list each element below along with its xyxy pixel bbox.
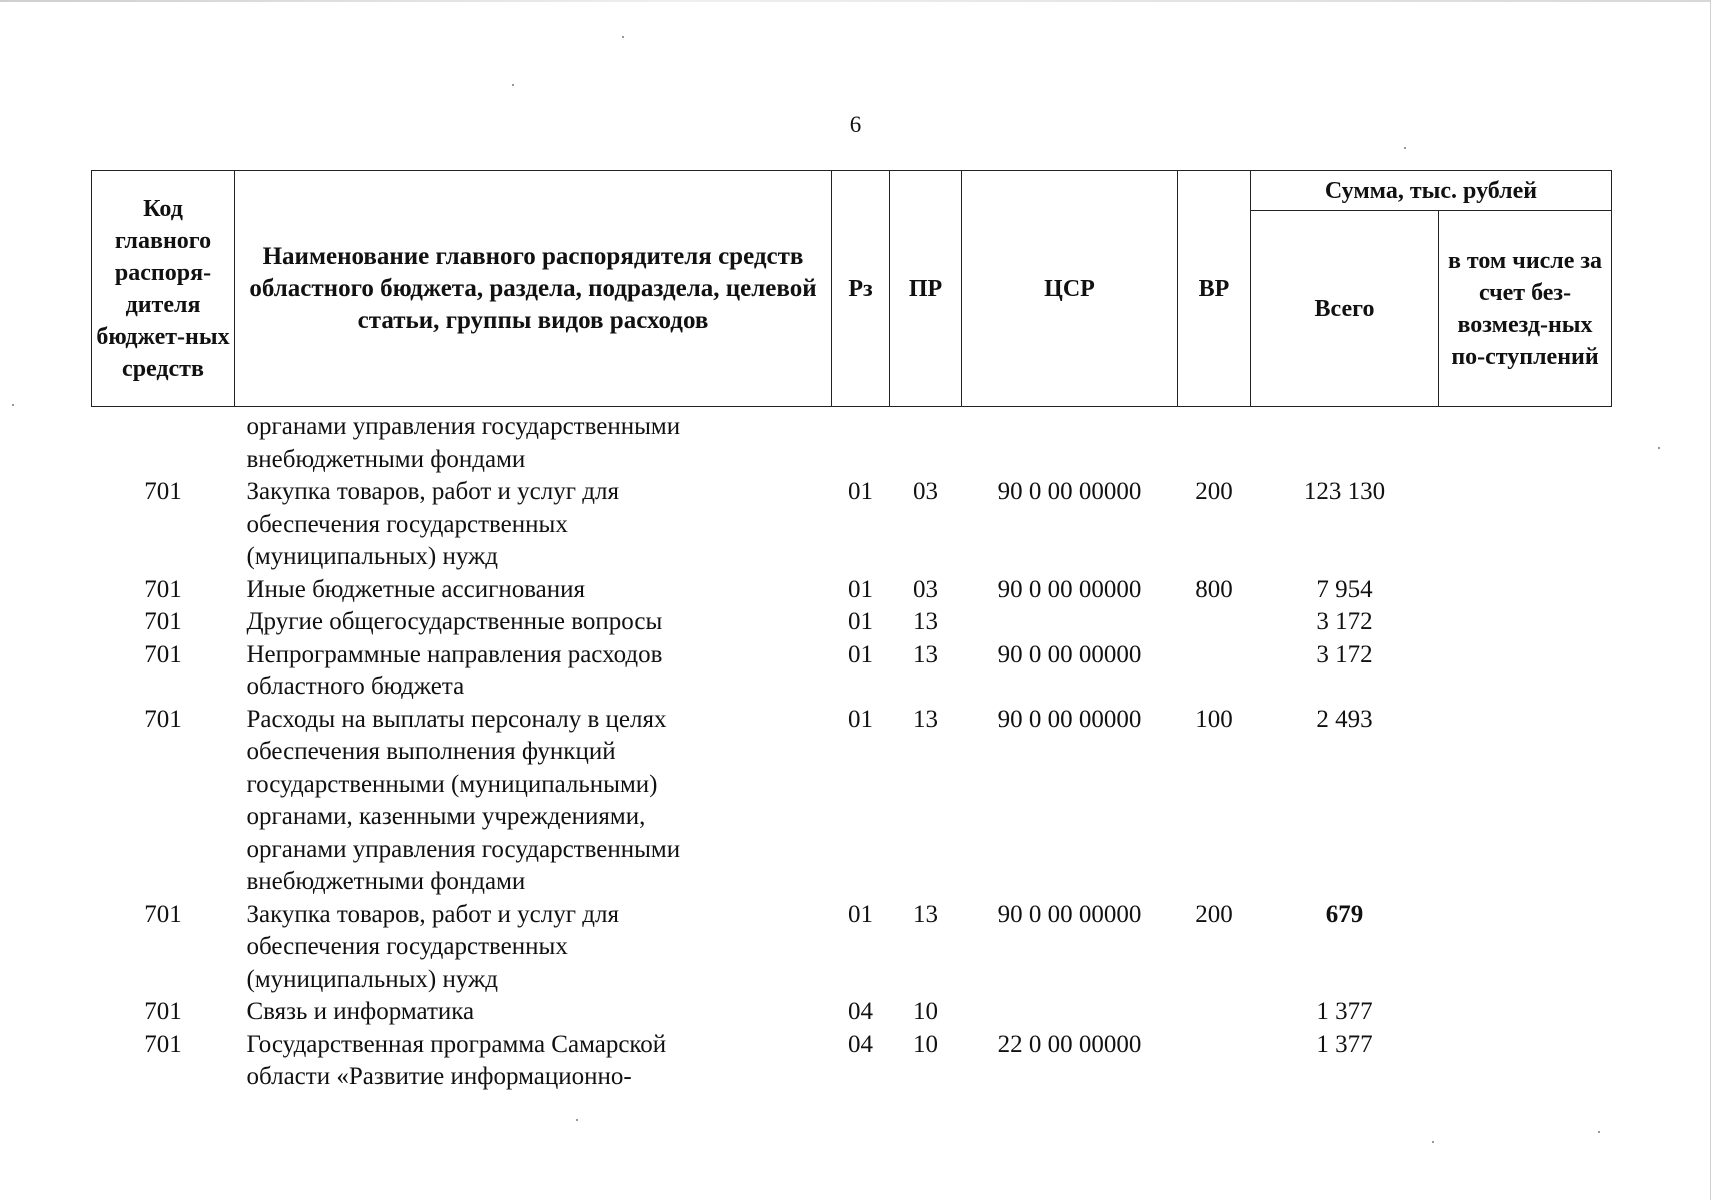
table-row xyxy=(92,639,1612,704)
cell-total xyxy=(1251,407,1439,477)
cell-rz: 01 xyxy=(848,575,873,603)
cell-vr xyxy=(1178,996,1251,1029)
cell-pr xyxy=(890,407,962,477)
cell-free xyxy=(1439,606,1612,639)
cell-name: Другие общегосударственные вопросы xyxy=(246,608,663,635)
scan-speck xyxy=(1404,147,1406,149)
cell-vr: 200 xyxy=(1195,478,1233,505)
cell-total: 3 172 xyxy=(1316,608,1373,635)
table-row xyxy=(92,407,1612,477)
cell-csr: 90 0 00 00000 xyxy=(997,575,1142,603)
budget-table xyxy=(91,170,1612,1094)
table-row xyxy=(92,996,1612,1029)
cell-csr: 90 0 00 00000 xyxy=(997,900,1142,928)
cell-rz: 01 xyxy=(848,608,873,635)
cell-free xyxy=(1439,476,1612,574)
cell-pr: 13 xyxy=(913,705,938,733)
cell-code: 701 xyxy=(144,705,182,733)
header-csr: ЦСР xyxy=(962,171,1178,407)
header-sum: Сумма, тыс. рублей xyxy=(1251,171,1612,211)
cell-total: 679 xyxy=(1325,900,1364,928)
cell-csr xyxy=(962,407,1178,477)
scan-speck xyxy=(622,36,624,38)
cell-pr: 03 xyxy=(913,478,938,505)
scan-speck xyxy=(512,84,514,86)
cell-total: 7 954 xyxy=(1316,575,1373,603)
table-body xyxy=(92,407,1612,1094)
cell-code: 701 xyxy=(144,478,182,505)
cell-name: Связь и информатика xyxy=(246,998,475,1025)
cell-total: 123 130 xyxy=(1303,478,1386,505)
cell-vr xyxy=(1178,639,1251,704)
cell-name: органами управления государственными внебюджетными фондами xyxy=(246,413,681,473)
cell-free xyxy=(1439,704,1612,899)
table-row xyxy=(92,574,1612,607)
header-rz: Рз xyxy=(832,171,890,407)
cell-rz: 01 xyxy=(848,640,873,668)
cell-csr: 90 0 00 00000 xyxy=(997,705,1142,733)
cell-name: Государственная программа Самарской области «Развитие информационно- xyxy=(246,1030,667,1090)
cell-vr: 100 xyxy=(1195,705,1233,733)
cell-name: Закупка товаров, работ и услуг для обеспечения государственных (муниципальных) нужд xyxy=(246,478,619,570)
cell-total: 2 493 xyxy=(1316,705,1373,733)
cell-rz: 01 xyxy=(848,705,873,733)
cell-code: 701 xyxy=(144,998,182,1025)
scan-speck xyxy=(1658,447,1660,449)
cell-csr: 90 0 00 00000 xyxy=(997,478,1142,505)
cell-free xyxy=(1439,899,1612,997)
table-row xyxy=(92,899,1612,997)
cell-vr xyxy=(1178,606,1251,639)
cell-free xyxy=(1439,407,1612,477)
cell-csr: 90 0 00 00000 xyxy=(997,640,1142,668)
cell-pr: 03 xyxy=(913,575,938,603)
cell-total: 3 172 xyxy=(1316,640,1373,668)
cell-pr: 10 xyxy=(913,1030,938,1058)
table-header xyxy=(92,171,1612,407)
cell-rz xyxy=(832,407,890,477)
header-total: Всего xyxy=(1251,211,1439,407)
cell-vr xyxy=(1178,407,1251,477)
cell-code xyxy=(92,407,235,477)
scan-speck xyxy=(576,1119,578,1121)
cell-pr: 10 xyxy=(913,998,938,1025)
header-free: в том числе за счет без-возмезд-ных по-ступлений xyxy=(1439,211,1612,407)
cell-csr: 22 0 00 00000 xyxy=(997,1030,1142,1058)
table-row xyxy=(92,476,1612,574)
cell-vr xyxy=(1178,1029,1251,1094)
cell-code: 701 xyxy=(144,1030,182,1058)
scan-speck xyxy=(12,404,14,406)
cell-code: 701 xyxy=(144,608,182,635)
scan-speck xyxy=(1598,1131,1600,1133)
cell-rz: 04 xyxy=(848,998,873,1025)
cell-rz: 01 xyxy=(848,478,873,505)
cell-code: 701 xyxy=(144,900,182,928)
cell-total: 1 377 xyxy=(1316,1030,1373,1058)
cell-name: Иные бюджетные ассигнования xyxy=(246,575,586,603)
scan-edge xyxy=(0,0,1711,2)
table-row xyxy=(92,704,1612,899)
cell-free xyxy=(1439,574,1612,607)
header-code: Код главного распоря-дителя бюджет-ных средств xyxy=(92,171,235,407)
page-number: 6 xyxy=(849,112,862,137)
cell-vr: 200 xyxy=(1195,900,1233,928)
cell-name: Непрограммные направления расходов областного бюджета xyxy=(246,640,663,700)
cell-name: Расходы на выплаты персоналу в целях обеспечения выполнения функций государственными (муниципальными) органами, казенными учреждениями, органами управления государственными внебюджетными фондами xyxy=(246,705,681,895)
header-pr: ПР xyxy=(890,171,962,407)
cell-total: 1 377 xyxy=(1316,998,1373,1025)
table-row xyxy=(92,1029,1612,1094)
cell-rz: 04 xyxy=(848,1030,873,1058)
cell-pr: 13 xyxy=(913,608,938,635)
header-vr: ВР xyxy=(1178,171,1251,407)
cell-code: 701 xyxy=(144,640,182,668)
cell-csr xyxy=(962,606,1178,639)
cell-free xyxy=(1439,639,1612,704)
header-name: Наименование главного распорядителя средств областного бюджета, раздела, подраздела, целевой статьи, группы видов расходов xyxy=(235,171,832,407)
cell-free xyxy=(1439,996,1612,1029)
cell-code: 701 xyxy=(144,575,182,603)
cell-rz: 01 xyxy=(848,900,873,928)
cell-pr: 13 xyxy=(913,900,938,928)
table-row xyxy=(92,606,1612,639)
cell-csr xyxy=(962,996,1178,1029)
cell-name: Закупка товаров, работ и услуг для обеспечения государственных (муниципальных) нужд xyxy=(246,900,619,993)
scan-speck xyxy=(1432,1141,1434,1143)
cell-pr: 13 xyxy=(913,640,938,668)
cell-free xyxy=(1439,1029,1612,1094)
cell-vr: 800 xyxy=(1195,575,1233,603)
